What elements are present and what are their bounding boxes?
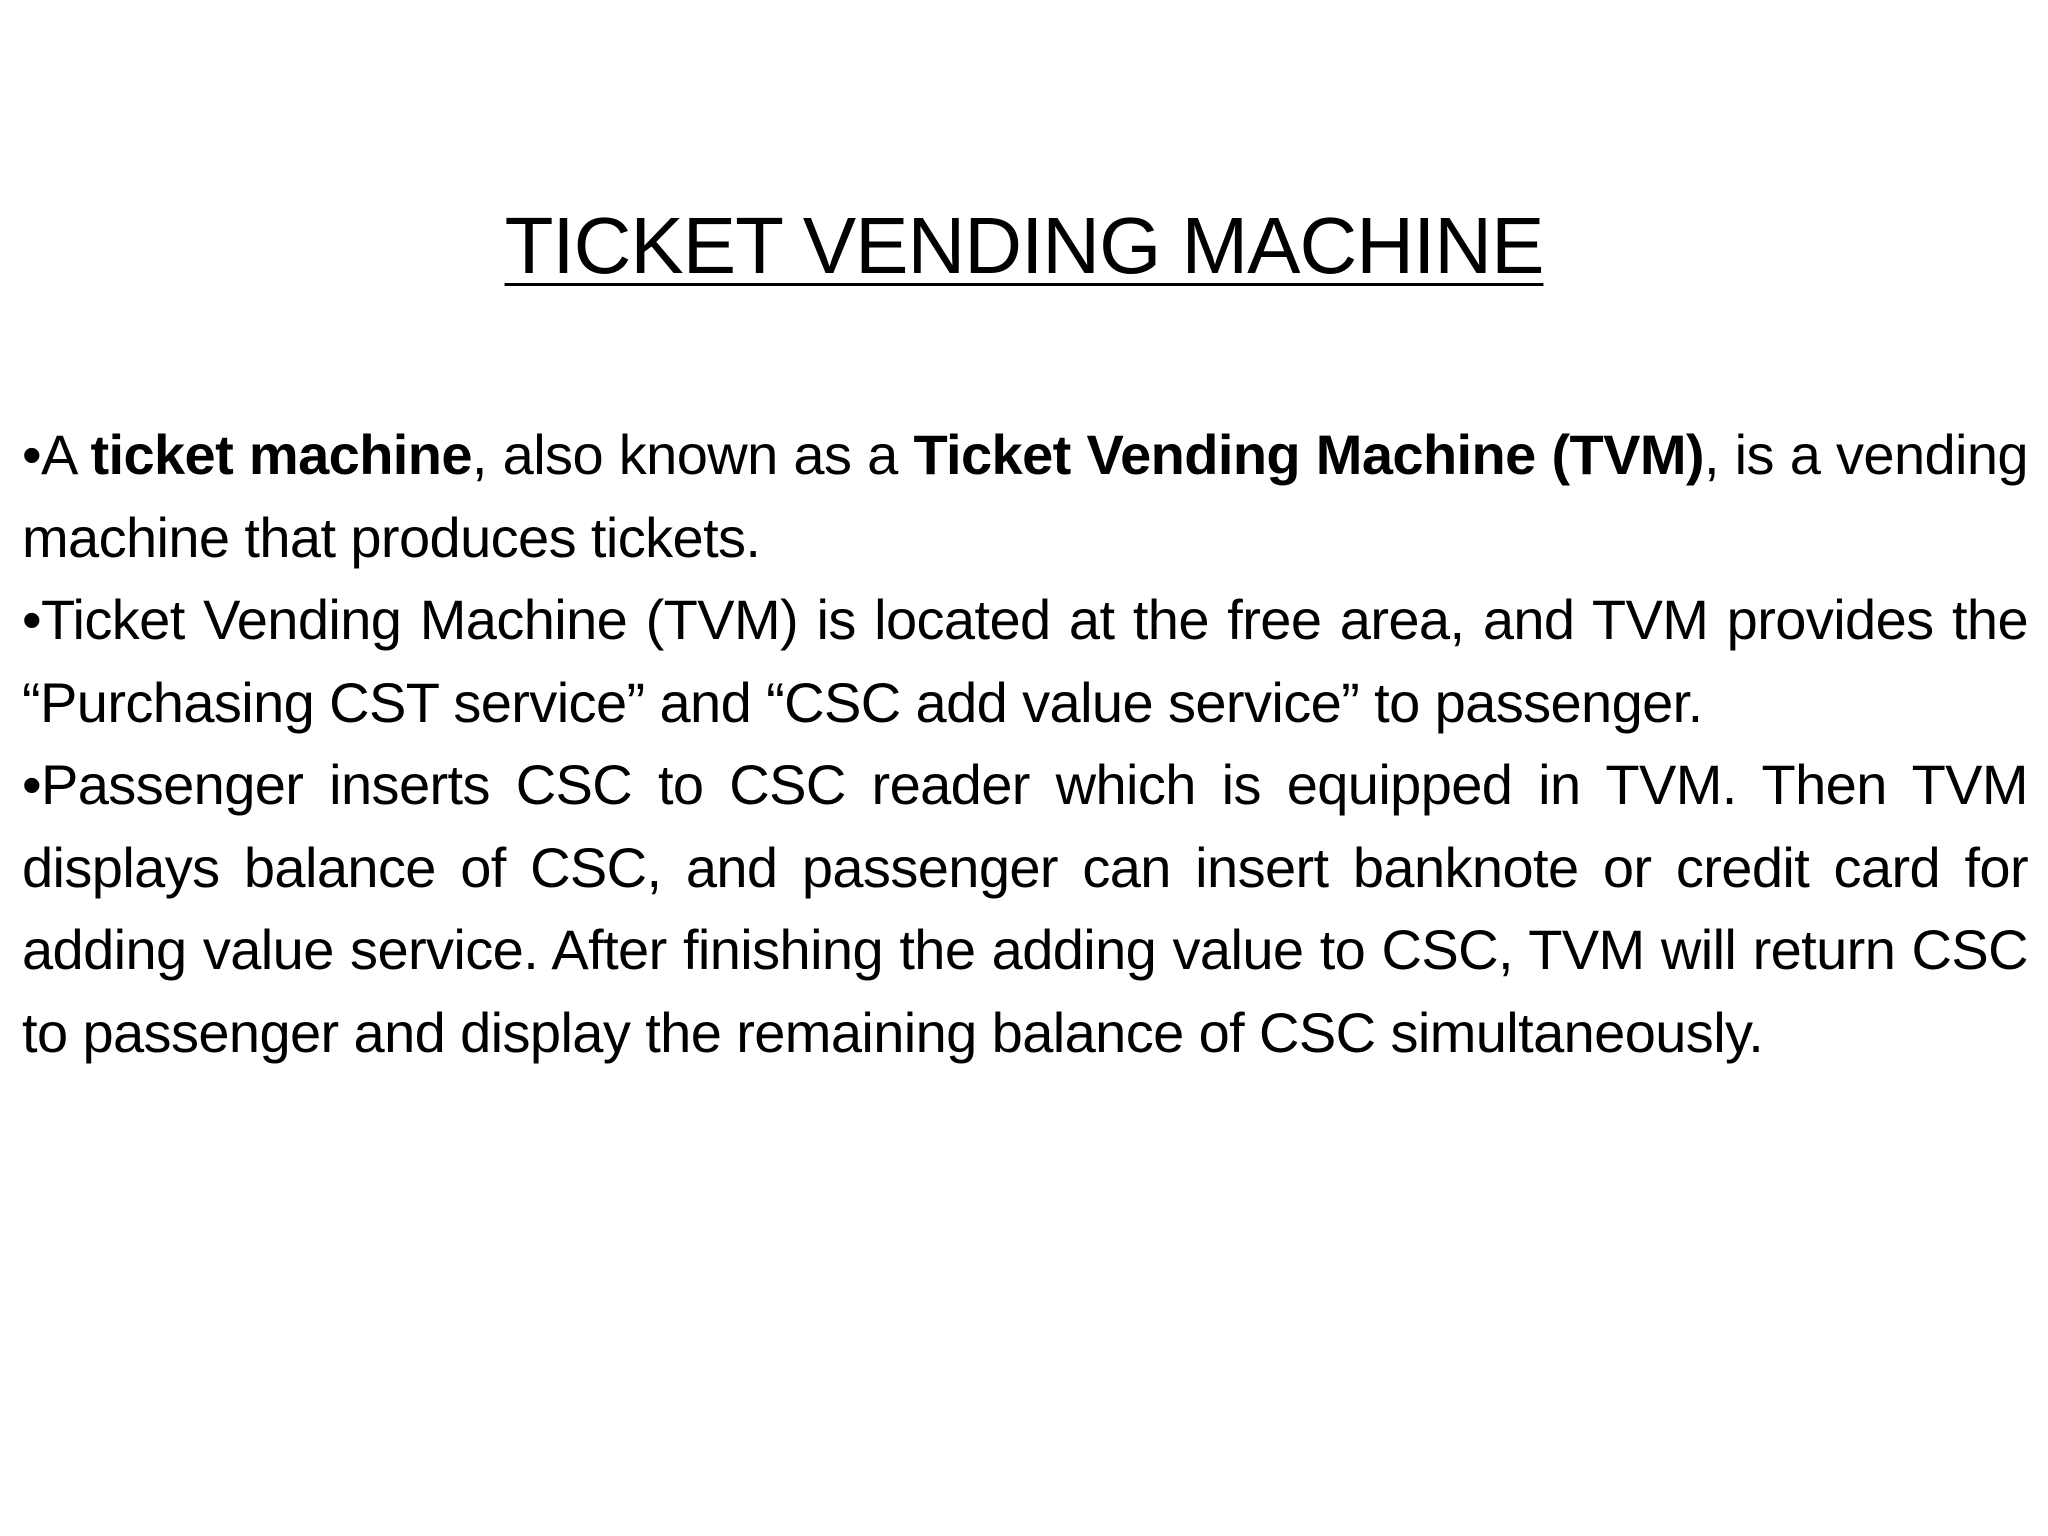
slide-body: [22, 414, 2028, 1074]
bullet-marker: •: [22, 588, 42, 651]
bullet-text: , is a vending machine that produces tickets.: [22, 423, 2028, 569]
bullet-text: Ticket Vending Machine (TVM) is located at the free area, and TVM provides the “Purchasing CST service” and “CSC add value service” to passenger.: [22, 588, 2028, 734]
bullet-bold-term: Ticket Vending Machine (TVM): [913, 423, 1704, 486]
bullet-marker: •: [22, 753, 42, 816]
bullet-item-2: [22, 579, 2028, 744]
bullet-text: Passenger inserts CSC to CSC reader which is equipped in TVM. Then TVM displays balance of CSC, and passenger can insert banknote or credit card for adding value service. After finishing the adding value to CSC, TVM will return CSC to passenger and display the remaining balance of CSC simultaneously.: [22, 753, 2028, 1064]
bullet-bold-term: ticket machine: [90, 423, 472, 486]
bullet-item-1: [22, 414, 2028, 579]
title-container: [0, 198, 2048, 294]
slide-title: TICKET VENDING MACHINE: [504, 201, 1544, 290]
bullet-text: , also known as a: [471, 423, 914, 486]
bullet-item-3: [22, 744, 2028, 1074]
bullet-text: A: [41, 423, 91, 486]
bullet-marker: •: [22, 423, 42, 486]
